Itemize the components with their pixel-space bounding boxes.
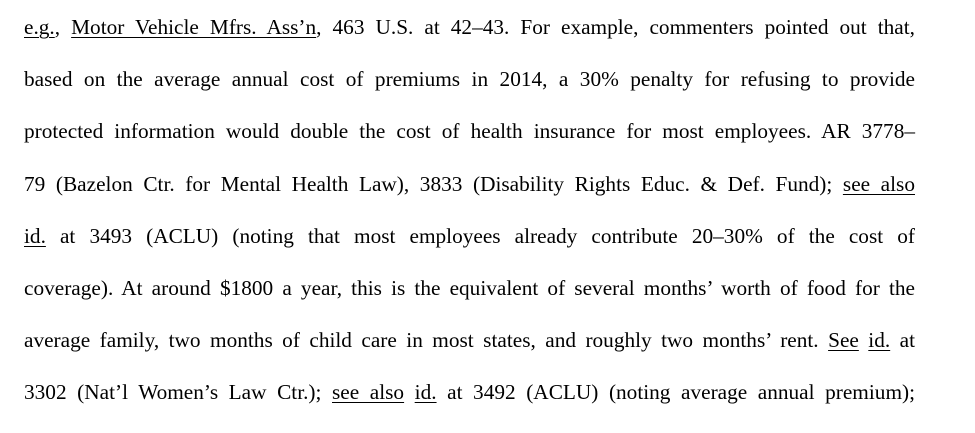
text-line-1	[24, 12, 915, 64]
line-text: protected information would double the cost of health insurance for most employees. AR 3778–	[24, 119, 915, 144]
citation-signal-id: id.	[414, 380, 437, 405]
line-text: coverage). At around $1800 a year, this is the equivalent of several months’ worth of food for the	[24, 275, 915, 300]
line-text: 3302 (Nat’l Women’s Law Ctr.);	[24, 380, 333, 405]
line-text: at 3492 (ACLU) (noting average annual premium);	[436, 380, 916, 405]
citation-signal-id: id.	[868, 328, 891, 353]
text-line-5	[24, 221, 915, 273]
line-text	[404, 380, 415, 404]
line-text: at	[890, 328, 916, 353]
line-text	[859, 328, 868, 352]
line-text: at 3493 (ACLU) (noting that most employees already contribute 20–30% of the cost of	[45, 223, 915, 248]
line-text: 79 (Bazelon Ctr. for Mental Health Law), 3833 (Disability Rights Educ. & Def. Fund);	[24, 171, 843, 196]
text-line-7	[24, 325, 915, 377]
text-line-8	[24, 377, 915, 429]
line-text: based on the average annual cost of premiums in 2014, a 30% penalty for refusing to provide	[24, 67, 915, 92]
text-line-2	[24, 64, 915, 116]
line-text: average family, two months of child care in most states, and roughly two months’ rent.	[24, 328, 829, 353]
citation-signal-see-also: see also	[332, 380, 405, 405]
document-page	[24, 12, 915, 430]
text-line-4	[24, 169, 915, 221]
line-text: , 463 U.S. at 42–43. For example, commenters pointed out that,	[316, 15, 915, 39]
line-text: ,	[54, 15, 72, 39]
citation-signal-id: id.	[24, 223, 46, 248]
case-name-citation: Motor Vehicle Mfrs. Ass’n	[71, 15, 317, 39]
citation-signal-eg: e.g.	[24, 15, 55, 39]
citation-signal-see-also: see also	[842, 171, 915, 196]
text-line-6	[24, 273, 915, 325]
citation-signal-see: See	[828, 328, 859, 353]
text-line-3	[24, 116, 915, 168]
